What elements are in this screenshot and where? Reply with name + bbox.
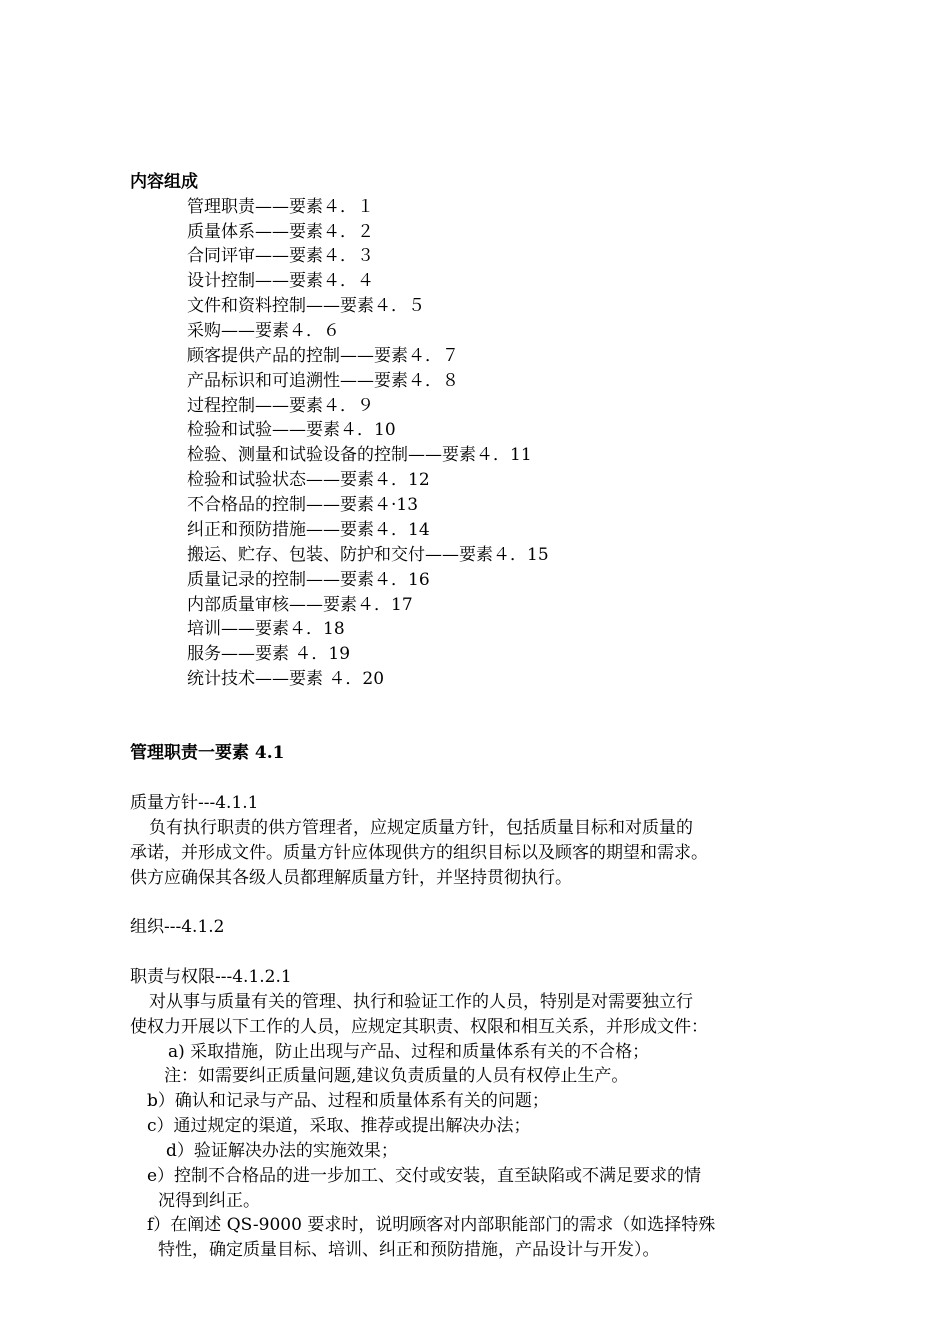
list-item-a: a) 采取措施，防止出现与产品、过程和质量体系有关的不合格； — [168, 1042, 650, 1062]
policy-text-line: 承诺，并形成文件。质量方针应体现供方的组织目标以及顾客的期望和需求。 — [130, 843, 708, 863]
organization-title: 组织---4.1.2 — [130, 917, 225, 937]
contents-item: 采购——要素４．６ — [187, 321, 340, 341]
contents-item: 服务——要素 ４．19 — [187, 644, 351, 664]
contents-item: 合同评审——要素４．３ — [187, 246, 374, 266]
section-heading: 管理职责一要素 4.1 — [130, 743, 285, 763]
list-item-b: b）确认和记录与产品、过程和质量体系有关的问题； — [147, 1091, 549, 1111]
note-text: 注：如需要纠正质量问题,建议负责质量的人员有权停止生产。 — [164, 1066, 629, 1086]
responsibility-intro-line: 对从事与质量有关的管理、执行和验证工作的人员，特别是对需要独立行 — [149, 992, 693, 1012]
contents-item: 质量体系——要素４．２ — [187, 222, 374, 242]
contents-item: 统计技术——要素 ４．20 — [187, 669, 385, 689]
contents-item: 搬运、贮存、包装、防护和交付——要素４．15 — [187, 545, 549, 565]
contents-item: 检验和试验状态——要素４．12 — [187, 470, 430, 490]
contents-item: 内部质量审核——要素４．17 — [187, 595, 413, 615]
policy-title: 质量方针---4.1.1 — [130, 793, 259, 813]
list-item-f-continued: 特性，确定质量目标、培训、纠正和预防措施，产品设计与开发）。 — [158, 1240, 660, 1260]
contents-item: 文件和资料控制——要素４．５ — [187, 296, 425, 316]
contents-item: 顾客提供产品的控制——要素４．７ — [187, 346, 459, 366]
contents-item: 不合格品的控制——要素４·13 — [187, 495, 419, 515]
contents-item: 培训——要素４．18 — [187, 619, 345, 639]
contents-item: 过程控制——要素４．９ — [187, 396, 374, 416]
contents-item: 质量记录的控制——要素４．16 — [187, 570, 430, 590]
list-item-e: e）控制不合格品的进一步加工、交付或安装，直至缺陷或不满足要求的情 — [147, 1166, 702, 1186]
list-item-d: d）验证解决办法的实施效果； — [166, 1141, 398, 1161]
contents-heading: 内容组成 — [130, 172, 198, 192]
responsibility-intro-line: 使权力开展以下工作的人员，应规定其职责、权限和相互关系，并形成文件： — [130, 1017, 708, 1037]
contents-item: 检验、测量和试验设备的控制——要素４．11 — [187, 445, 532, 465]
contents-item: 产品标识和可追溯性——要素４．８ — [187, 371, 459, 391]
contents-item: 设计控制——要素４．４ — [187, 271, 374, 291]
list-item-e-continued: 况得到纠正。 — [158, 1191, 260, 1211]
contents-item: 纠正和预防措施——要素４．14 — [187, 520, 430, 540]
contents-item: 管理职责——要素４．１ — [187, 197, 374, 217]
contents-item: 检验和试验——要素４．10 — [187, 420, 396, 440]
policy-text-line: 供方应确保其各级人员都理解质量方针，并坚持贯彻执行。 — [130, 868, 572, 888]
list-item-c: c）通过规定的渠道，采取、推荐或提出解决办法； — [147, 1116, 531, 1136]
list-item-f: f）在阐述 QS-9000 要求时，说明顾客对内部职能部门的需求（如选择特殊 — [147, 1215, 716, 1235]
policy-text-line: 负有执行职责的供方管理者，应规定质量方针，包括质量目标和对质量的 — [149, 818, 693, 838]
responsibility-title: 职责与权限---4.1.2.1 — [130, 967, 292, 987]
